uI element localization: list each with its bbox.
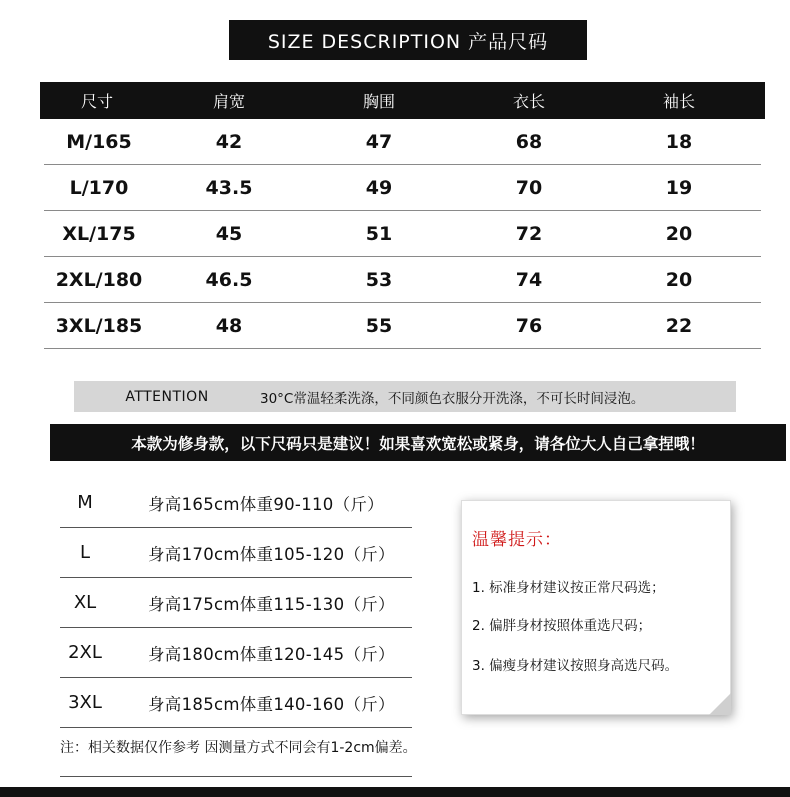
table-cell: 18 <box>665 130 693 153</box>
fit-table <box>60 478 412 728</box>
table-cell: 72 <box>515 222 543 245</box>
tip-card <box>461 500 731 715</box>
fit-size: L <box>79 542 91 563</box>
table-cell: 45 <box>215 222 243 245</box>
table-cell: 53 <box>365 268 393 291</box>
page-fold-decoration <box>709 693 731 715</box>
header-length: 衣长 <box>512 92 545 111</box>
fit-size: 2XL <box>68 642 102 663</box>
header-size: 尺寸 <box>80 92 113 111</box>
size-table <box>40 82 765 349</box>
table-cell: L/170 <box>69 176 129 199</box>
list-item <box>60 578 412 628</box>
table-cell: 20 <box>665 268 693 291</box>
tip-item: 2. 偏胖身材按照体重选尺码； <box>472 618 652 634</box>
table-cell: 76 <box>515 314 543 337</box>
list-item <box>60 478 412 528</box>
table-cell: 74 <box>515 268 543 291</box>
fit-size: XL <box>73 592 97 613</box>
tip-item: 3. 偏瘦身材建议按照身高选尺码。 <box>472 658 679 674</box>
fit-desc: 身高180cm体重120-145（斤） <box>148 644 395 664</box>
table-cell: 49 <box>365 176 393 199</box>
table-cell: 3XL/185 <box>55 314 143 337</box>
attention-bar <box>74 381 736 412</box>
attention-text: 30°C常温轻柔洗涤，不同颜色衣服分开洗涤，不可长时间浸泡。 <box>260 390 645 407</box>
fit-desc: 身高165cm体重90-110（斤） <box>148 494 384 514</box>
table-cell: 19 <box>665 176 693 199</box>
table-cell: 46.5 <box>205 268 253 291</box>
table-cell: 51 <box>365 222 393 245</box>
fit-size: M <box>77 492 93 513</box>
table-cell: 2XL/180 <box>55 268 143 291</box>
tip-title: 温馨提示： <box>472 530 562 550</box>
table-cell: 47 <box>365 130 393 153</box>
tip-item: 1. 标准身材建议按正常尺码选； <box>472 580 665 596</box>
fit-note: 注：相关数据仅作参考 因测量方式不同会有1-2cm偏差。 <box>60 740 417 756</box>
fit-desc: 身高170cm体重105-120（斤） <box>148 544 395 564</box>
table-row <box>44 257 761 303</box>
table-cell: 43.5 <box>205 176 253 199</box>
table-cell: 48 <box>215 314 243 337</box>
list-item <box>60 628 412 678</box>
table-cell: 20 <box>665 222 693 245</box>
size-table-header <box>40 82 765 119</box>
notice-banner: 本款为修身款，以下尺码只是建议！如果喜欢宽松或紧身，请各位大人自己拿捏哦！ <box>50 424 786 461</box>
table-cell: 22 <box>665 314 693 337</box>
header-sleeve: 袖长 <box>662 92 695 111</box>
table-row <box>44 211 761 257</box>
table-cell: 68 <box>515 130 543 153</box>
table-cell: 55 <box>365 314 393 337</box>
list-item <box>60 528 412 578</box>
table-row <box>44 165 761 211</box>
page-title: SIZE DESCRIPTION 产品尺码 <box>229 20 587 60</box>
table-cell: 42 <box>215 130 243 153</box>
fit-desc: 身高175cm体重115-130（斤） <box>148 594 395 614</box>
table-cell: XL/175 <box>62 222 136 245</box>
table-row <box>44 119 761 165</box>
header-chest: 胸围 <box>362 92 395 111</box>
bottom-bar <box>0 787 790 797</box>
divider <box>60 776 412 777</box>
list-item <box>60 678 412 728</box>
fit-desc: 身高185cm体重140-160（斤） <box>148 694 395 714</box>
fit-size: 3XL <box>68 692 102 713</box>
table-row <box>44 303 761 349</box>
table-cell: 70 <box>515 176 543 199</box>
table-cell: M/165 <box>66 130 132 153</box>
attention-label: ATTENTION <box>125 388 209 405</box>
header-shoulder: 肩宽 <box>212 92 245 111</box>
